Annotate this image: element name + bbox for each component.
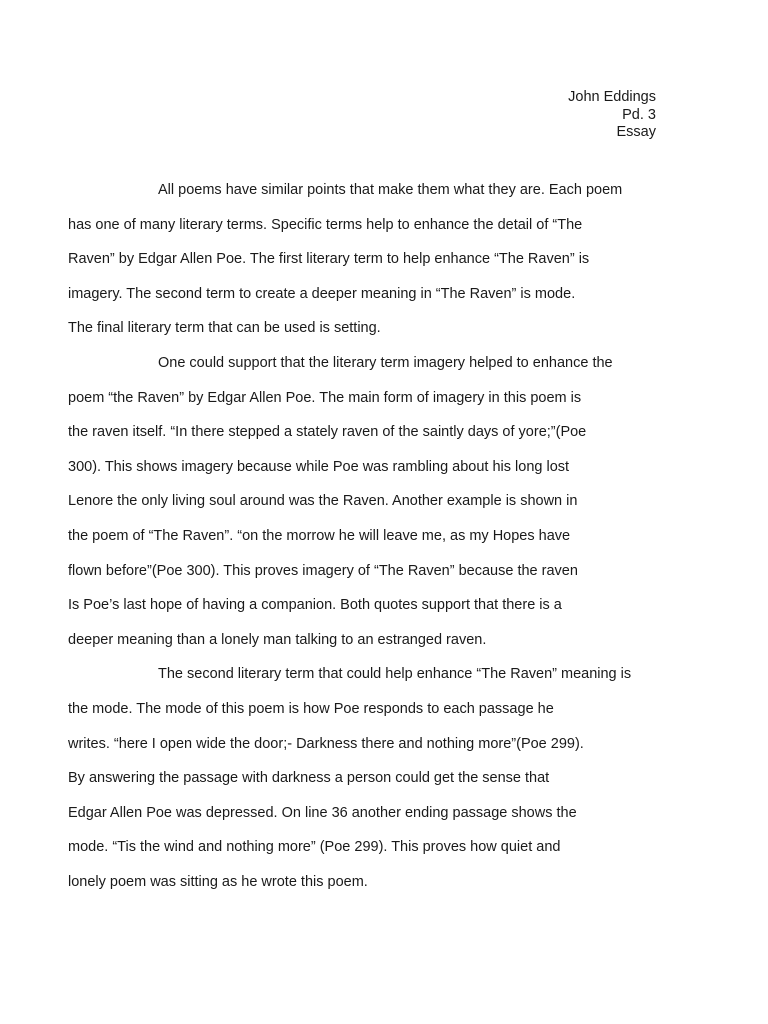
text-line: 300). This shows imagery because while Poe was rambling about his long lost <box>68 458 570 475</box>
paragraph-imagery <box>68 346 658 657</box>
text-line: lonely poem was sitting as he wrote this poem. <box>68 873 368 890</box>
text-line: Lenore the only living soul around was the Raven. Another example is shown in <box>68 493 578 510</box>
author-name: John Eddings <box>568 89 656 105</box>
text-line: All poems have similar points that make them what they are. Each poem <box>158 182 623 198</box>
text-line: The final literary term that can be used is setting. <box>68 320 381 337</box>
text-line: The second literary term that could help enhance “The Raven” meaning is <box>158 666 632 683</box>
text-line: Is Poe’s last hope of having a companion. Both quotes support that there is a <box>68 597 562 614</box>
text-line: One could support that the literary term imagery helped to enhance the <box>158 354 613 371</box>
text-line: By answering the passage with darkness a person could get the sense that <box>68 770 550 787</box>
paragraph-mode <box>68 657 658 899</box>
text-line: the poem of “The Raven”. “on the morrow he will leave me, as my Hopes have <box>68 527 571 544</box>
text-line: writes. “here I open wide the door;- Darkness there and nothing more”(Poe 299). <box>68 735 584 752</box>
essay-header <box>568 89 656 142</box>
document-type: Essay <box>616 124 656 140</box>
text-line: flown before”(Poe 300). This proves imagery of “The Raven” because the raven <box>68 562 578 579</box>
text-line: mode. “Tis the wind and nothing more” (Poe 299). This proves how quiet and <box>68 839 561 856</box>
class-period: Pd. 3 <box>622 106 656 123</box>
text-line: has one of many literary terms. Specific terms help to enhance the detail of “The <box>68 216 583 233</box>
essay-body <box>68 173 658 899</box>
paragraph-intro <box>68 173 658 346</box>
text-line: imagery. The second term to create a deeper meaning in “The Raven” is mode. <box>68 285 576 302</box>
text-line: Raven” by Edgar Allen Poe. The first literary term to help enhance “The Raven” is <box>68 251 590 268</box>
text-line: the raven itself. “In there stepped a stately raven of the saintly days of yore;”(Poe <box>68 424 587 441</box>
text-line: poem “the Raven” by Edgar Allen Poe. The main form of imagery in this poem is <box>68 389 582 406</box>
text-line: the mode. The mode of this poem is how Poe responds to each passage he <box>68 700 554 717</box>
text-line: Edgar Allen Poe was depressed. On line 36 another ending passage shows the <box>68 804 577 821</box>
text-line: deeper meaning than a lonely man talking to an estranged raven. <box>68 631 487 648</box>
